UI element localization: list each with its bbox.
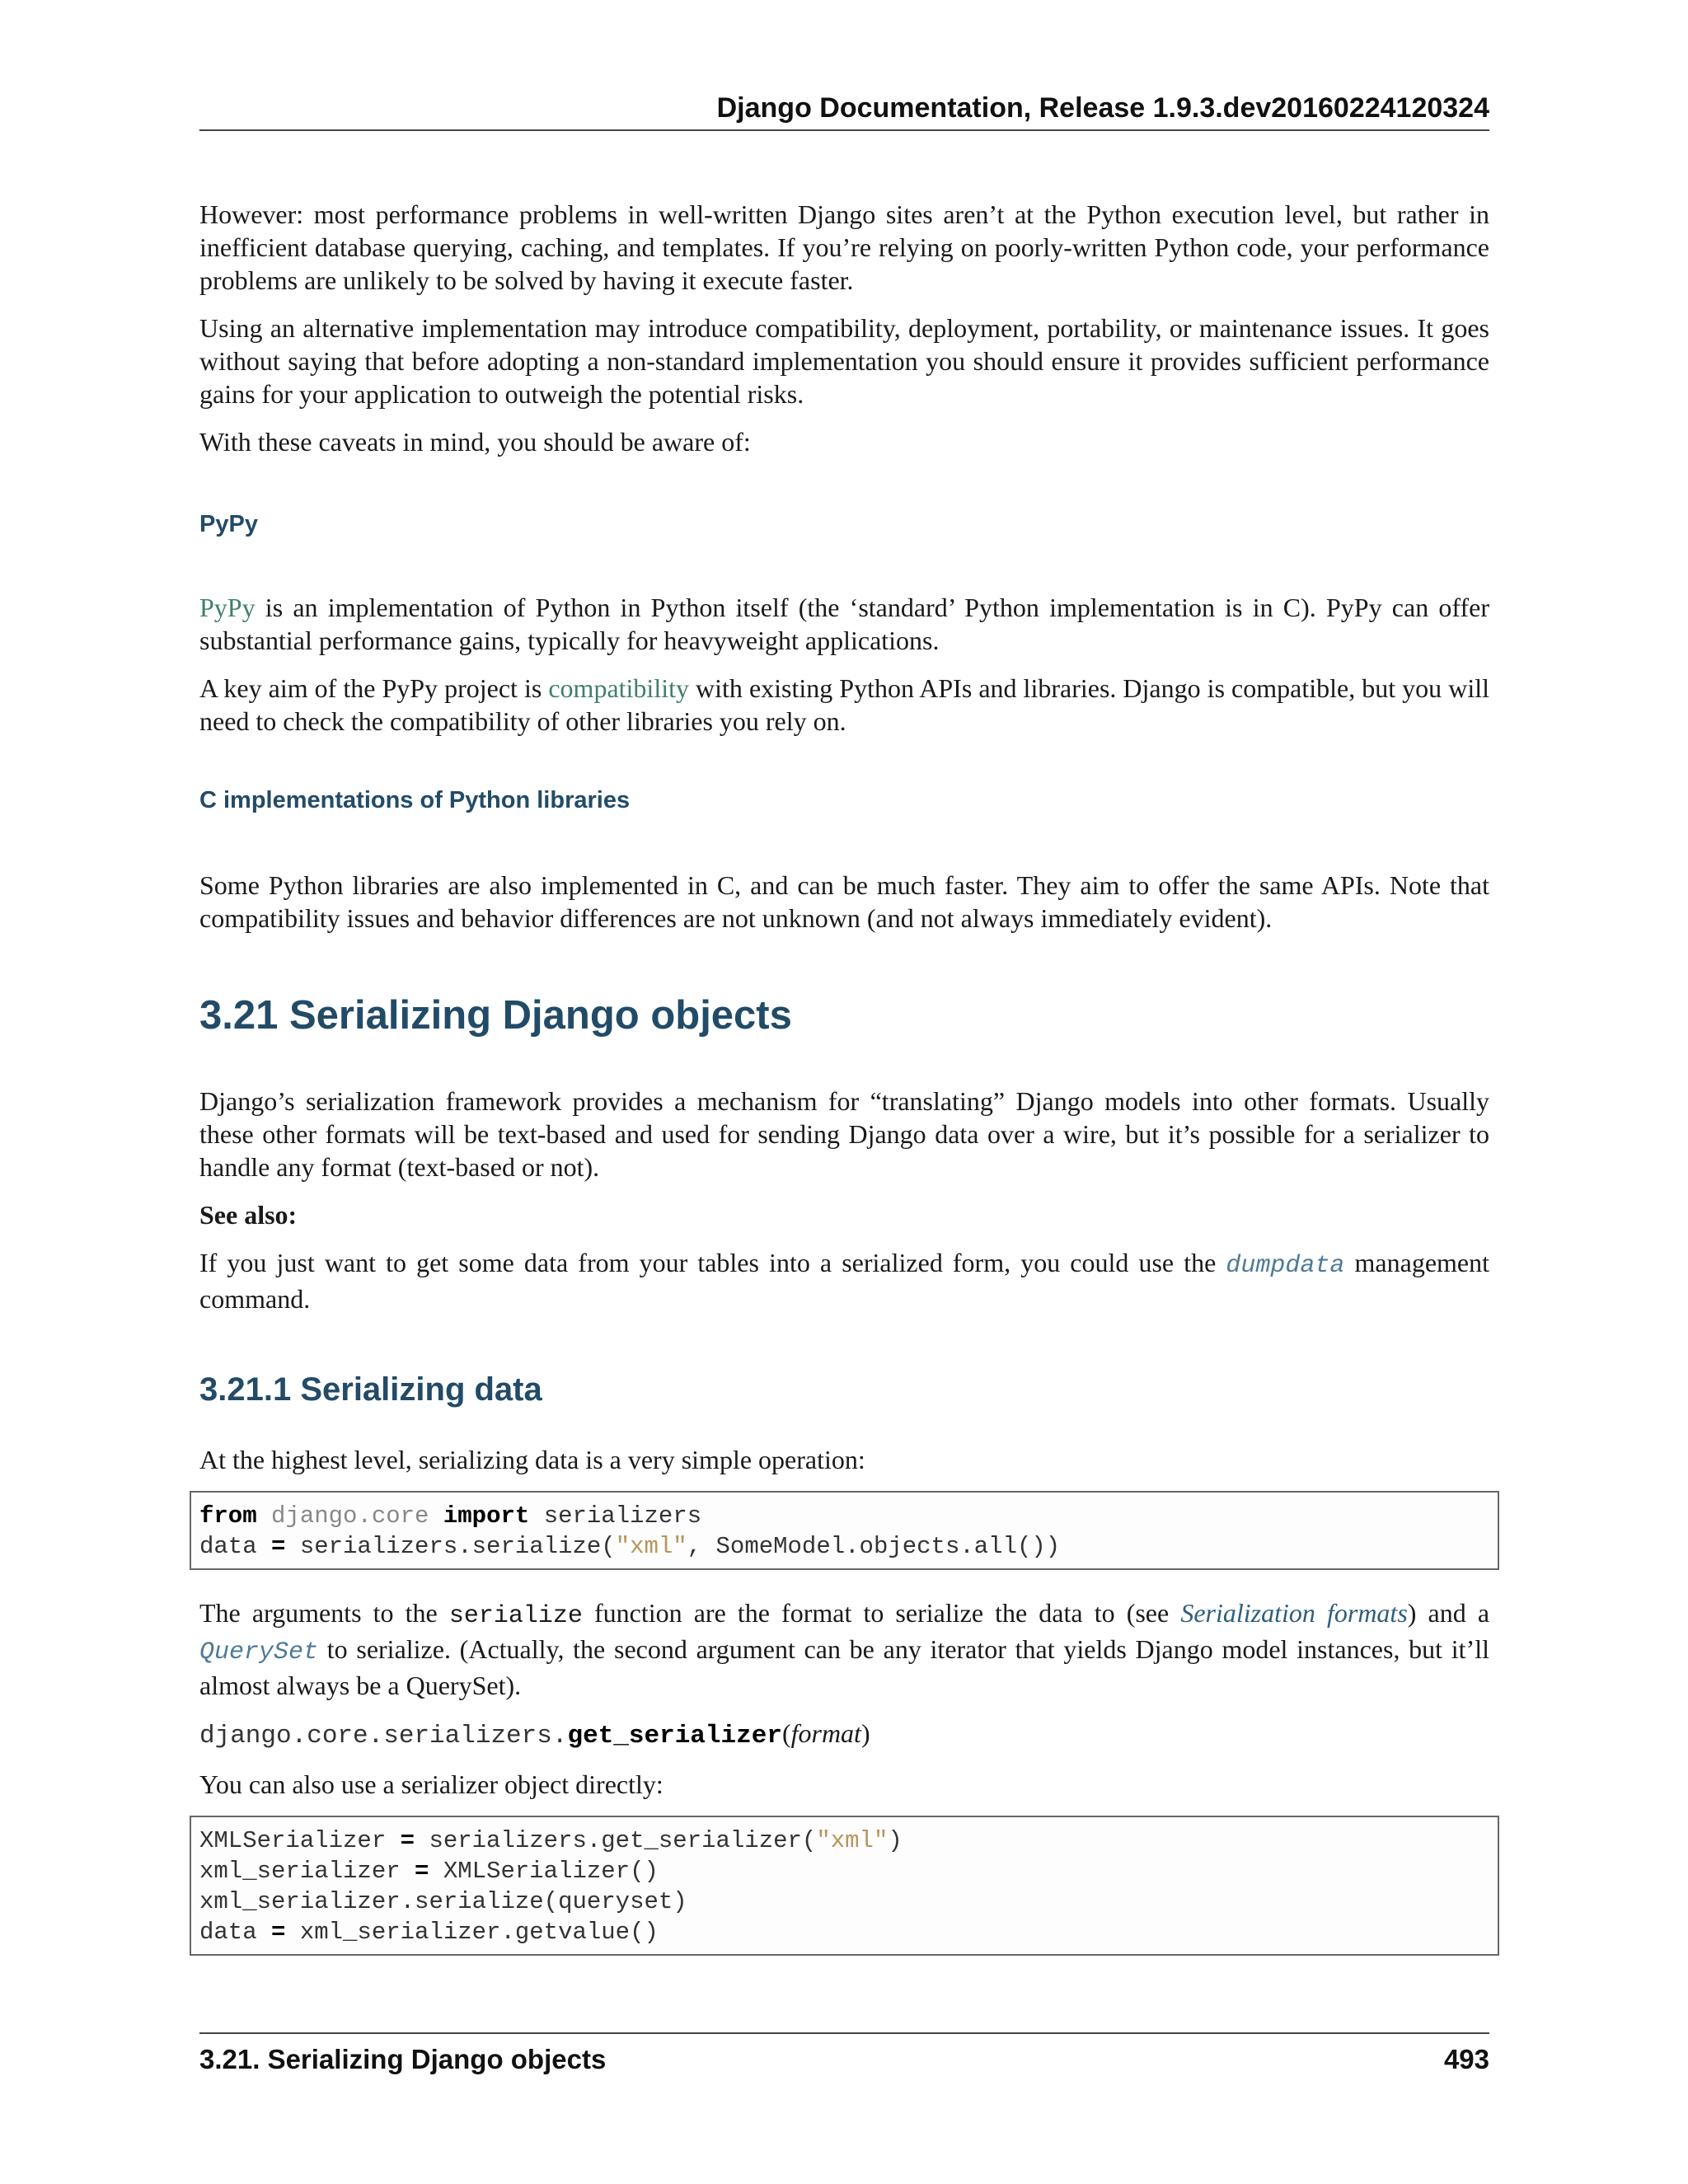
code2-l2-operator: = (415, 1858, 429, 1885)
running-header: Django Documentation, Release 1.9.3.dev20160224120324 (716, 92, 1489, 124)
code-keyword-import: import (443, 1502, 530, 1530)
signature-name: get_serializer (567, 1722, 782, 1750)
signature-prefix: django.core.serializers. (199, 1722, 568, 1750)
page-number: 493 (1443, 2044, 1489, 2074)
pypy-paragraph-2-start: A key aim of the PyPy project is (199, 673, 549, 703)
dumpdata-link[interactable]: dumpdata (1226, 1252, 1345, 1280)
code2-l1-c: ) (888, 1827, 903, 1854)
code2-l4-operator: = (271, 1919, 286, 1946)
p2-text-a: The arguments to the (199, 1598, 449, 1628)
header-rule (199, 129, 1489, 131)
code-operator: = (271, 1533, 286, 1560)
footer-section-title: 3.21. Serializing Django objects (199, 2044, 607, 2074)
code2-l1-b: serializers.get_serializer( (415, 1827, 817, 1854)
pypy-heading: PyPy (199, 511, 258, 537)
c-implementations-paragraph: Some Python libraries are also implemented in C, and can be much faster. They aim to offer the same APIs. Note that compatibility issues and behavior differences are not unknown (and not always immediately evident). (199, 870, 1489, 933)
signature-param: format (790, 1718, 861, 1748)
code2-l2-b: XMLSerializer() (429, 1858, 659, 1885)
code-line-2-c: , SomeModel.objects.all()) (687, 1533, 1061, 1560)
see-also-start: If you just want to get some data from your tables into a serialized form, you could use the (199, 1248, 1226, 1277)
code-block-2 (190, 1816, 1499, 1956)
pypy-paragraph-2-end: with existing Python APIs and libraries. Django is compatible, but you will need to check the compatibility of other libraries you rely on. (199, 673, 1489, 736)
queryset-link[interactable]: QuerySet (199, 1638, 319, 1666)
pypy-paragraph-1 (199, 591, 1489, 657)
subsection-paragraph-2 (199, 1596, 1489, 1702)
p2-text-c: ) and a (1407, 1598, 1490, 1628)
code2-l3: xml_serializer.serialize(queryset) (199, 1888, 687, 1915)
p2-text-b: function are the format to serialize the data to (see (582, 1598, 1181, 1628)
code2-l1-operator: = (400, 1827, 415, 1854)
intro-paragraph-3: With these caveats in mind, you should be aware of: (199, 427, 751, 457)
serialize-code: serialize (448, 1602, 583, 1630)
signature-open-paren: ( (781, 1718, 791, 1748)
function-signature (199, 1717, 1489, 1753)
pypy-paragraph-2 (199, 672, 1489, 738)
subsection-heading: 3.21.1 Serializing data (199, 1371, 542, 1408)
code-string: "xml" (615, 1533, 687, 1560)
code2-l1-a: XMLSerializer (199, 1827, 401, 1854)
page-content (199, 198, 1489, 1982)
code-block-1 (190, 1491, 1499, 1570)
see-also-end: management command. (199, 1248, 1490, 1314)
serialization-formats-link[interactable]: Serialization formats (1180, 1598, 1408, 1628)
see-also-title: See also: (199, 1200, 298, 1230)
document-page (199, 0, 1489, 2184)
intro-paragraph-2: Using an alternative implementation may introduce compatibility, deployment, portability, or maintenance issues. It goes without saying that before adopting a non-standard implementation you should ensure it provides sufficient performance gains for your application to outweigh the potential risks. (199, 313, 1489, 409)
intro-paragraph-1: However: most performance problems in well-written Django sites aren’t at the Python execution level, but rather in inefficient database querying, caching, and templates. If you’re relying on poorly-written Python code, your performance problems are unlikely to be solved by having it execute faster. (199, 199, 1489, 295)
c-implementations-heading: C implementations of Python libraries (199, 787, 631, 813)
pypy-link[interactable]: PyPy (199, 593, 256, 622)
code2-l4-b: xml_serializer.getvalue() (285, 1919, 659, 1946)
code-keyword-from: from (199, 1502, 257, 1530)
code-module: django.core (256, 1502, 443, 1530)
p2-text-d: to serialize. (Actually, the second argument can be any iterator that yields Django model instances, but it’ll almost always be a QuerySet). (199, 1634, 1489, 1700)
code2-l1-string: "xml" (816, 1827, 889, 1854)
code-line-2-b: serializers.serialize( (285, 1533, 616, 1560)
compatibility-link[interactable]: compatibility (548, 673, 689, 703)
subsection-paragraph-3: You can also use a serializer object directly: (199, 1769, 663, 1799)
code-line-2-a: data (199, 1533, 272, 1560)
signature-close-paren: ) (860, 1718, 870, 1748)
section-paragraph-1: Django’s serialization framework provides a mechanism for “translating” Django models into other formats. Usually these other formats will be text-based and used for sending Django data over a wire, but it’s possible for a serializer to handle any format (text-based or not). (199, 1086, 1489, 1182)
see-also-paragraph (199, 1246, 1489, 1315)
subsection-paragraph-1: At the highest level, serializing data is a very simple operation: (199, 1445, 865, 1474)
code2-l2-a: xml_serializer (199, 1858, 415, 1885)
footer-rule (199, 2032, 1489, 2034)
code-line-1-rest: serializers (529, 1502, 702, 1530)
section-heading: 3.21 Serializing Django objects (199, 993, 792, 1038)
code2-l4-a: data (199, 1919, 272, 1946)
pypy-paragraph-1-text: is an implementation of Python in Python itself (the ‘standard’ Python implementation is in C). PyPy can offer substantial performance gains, typically for heavyweight applications. (199, 593, 1489, 655)
